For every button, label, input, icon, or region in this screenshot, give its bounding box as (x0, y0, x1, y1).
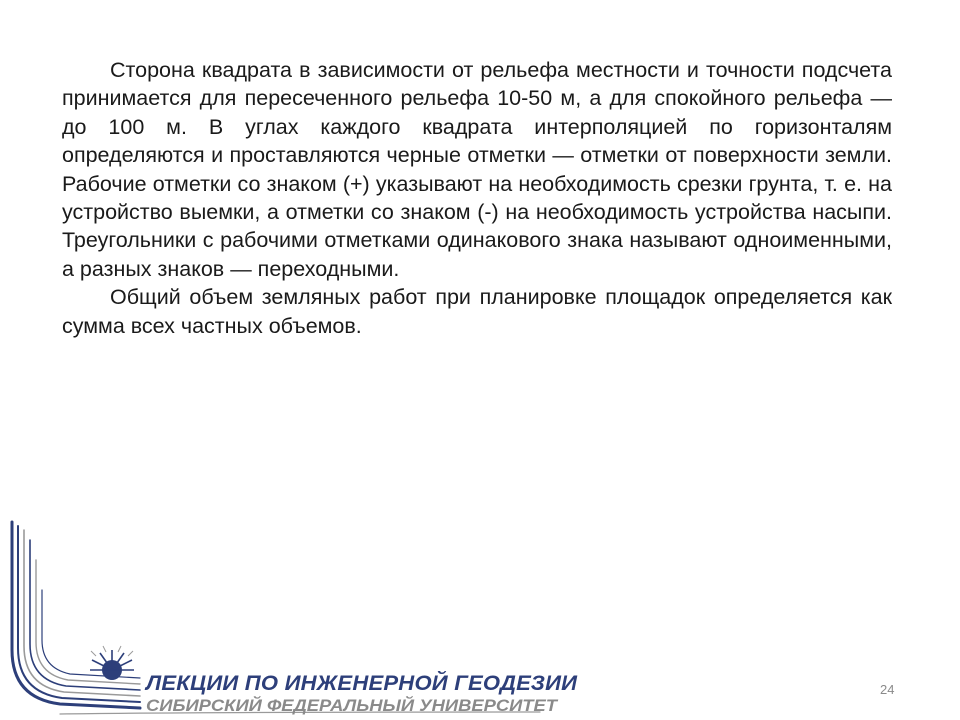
footer-subtitle: СИБИРСКИЙ ФЕДЕРАЛЬНЫЙ УНИВЕРСИТЕТ (146, 696, 557, 715)
paragraph-1: Сторона квадрата в зависимости от рельефа местности и точности подсчета принимается для пересеченного рельефа 10-50 м, а для спокойного рельефа — до 100 м. В углах каждого квадрата интерполяцией по горизонталям определяются и проставляются черные отметки — отметки от поверхности земли. Рабочие отметки со знаком (+) указывают на необходимость срезки грунта, т. е. на устройство выемки, а отметки со знаком (-) на необходимость устройства насыпи. Треугольники с рабочими отметками одинакового знака называют одноименными, а разных знаков — переходными. (62, 58, 892, 281)
footer-title: ЛЕКЦИИ ПО ИНЖЕНЕРНОЙ ГЕОДЕЗИИ (146, 672, 578, 695)
paragraph-2: Общий объем земляных работ при планировке площадок определяется как сумма всех частных объемов. (62, 285, 892, 338)
slide-body (62, 56, 892, 340)
page-number: 24 (880, 682, 895, 697)
sun-logo-icon (90, 646, 134, 680)
